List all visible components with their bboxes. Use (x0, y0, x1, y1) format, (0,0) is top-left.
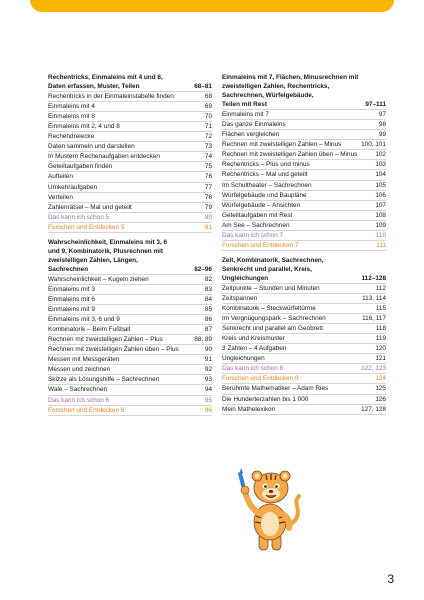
section-heading-text: Teilen mit Rest (222, 101, 267, 109)
toc-entry-title: Umkehraufgaben (48, 183, 98, 191)
toc-entry-page: 88, 89 (194, 336, 212, 344)
toc-entry (222, 120, 386, 129)
toc-entry (222, 364, 386, 373)
toc-entry (48, 295, 212, 304)
toc-entry-title: Forschen und Entdecken 8 (222, 375, 299, 383)
top-color-band (30, 0, 394, 12)
toc-entry (48, 305, 212, 314)
toc-entry (48, 203, 212, 212)
toc-entry-page: 71 (204, 123, 212, 131)
toc-entry-page: 97 (378, 111, 386, 119)
section-heading-line (222, 274, 386, 283)
toc-entry-title: Verteilen (48, 193, 73, 201)
toc-entry-title: Forschen und Entdecken 6 (48, 406, 125, 414)
section-heading-line (222, 82, 386, 91)
toc-entry-title: Im Schultheater – Sachrechnen (222, 181, 312, 189)
toc-entry-page: 104 (375, 171, 386, 179)
toc-entry-title: Rechentricks – Mal und geteilt (222, 171, 308, 179)
toc-entry (48, 325, 212, 334)
toc-entry (48, 132, 212, 141)
toc-entry-title: Messen mit Messgeräten (48, 356, 120, 364)
tiger-mascot (235, 454, 305, 554)
toc-entry-title: Rechnen mit zweistelligen Zahlen üben – Minus (222, 151, 358, 159)
toc-entry-page: 99 (378, 131, 386, 139)
section-heading-text: Sachrechnen, Würfelgebäude, (222, 92, 314, 100)
section-heading-text: Rechentricks, Einmaleins mit 4 und 8, (48, 74, 163, 81)
toc-entry (222, 160, 386, 169)
toc-entry (48, 152, 212, 161)
toc-entry-page: 116, 117 (362, 315, 386, 323)
toc-entry-page: 119 (375, 335, 386, 343)
section-heading-line (48, 73, 212, 82)
toc-entry-page: 109 (375, 221, 386, 229)
section-page-range: 112–128 (361, 274, 386, 282)
toc-entry-page: 84 (204, 296, 212, 304)
section-page-range: 82–96 (194, 265, 212, 273)
toc-entry-title: Das kann ich schon 8 (222, 365, 284, 373)
toc-entry-page: 72 (204, 133, 212, 141)
section-heading-line (48, 265, 212, 274)
toc-entry-title: Rechnen mit zweistelligen Zahlen üben – Plus (48, 346, 179, 354)
toc-entry-title: Wale – Sachrechnen (48, 386, 108, 394)
section-heading-text: Daten erfassen, Muster, Teilen (48, 83, 140, 91)
toc-entry-page: 125 (375, 385, 386, 393)
toc-entry-page: 93 (204, 376, 212, 384)
toc-entry-page: 98 (378, 121, 386, 129)
toc-entry-title: Kreis und Kreismuster (222, 335, 285, 343)
section-heading (48, 73, 212, 91)
toc-entry-title: Zeitpunkte – Stunden und Minuten (222, 284, 320, 292)
toc-entry-title: Einmaleins mit 9 (48, 306, 95, 314)
toc-entry (48, 172, 212, 181)
section-heading (222, 73, 386, 109)
toc-entry (48, 142, 212, 151)
toc-entry-title: Senkrecht und parallel am Geobrett (222, 325, 323, 333)
toc-entry (48, 183, 212, 192)
section-heading-line (48, 256, 212, 265)
toc-entry-page: 112 (375, 284, 386, 292)
toc-entry-title: Kombinatorik – Steckwürfeltürme (222, 305, 316, 313)
toc-entry-title: Kombinatorik – Beim Fußball (48, 326, 131, 334)
section-heading-line (222, 100, 386, 109)
divider (48, 415, 212, 416)
section-heading-text: und 9, Kombinatorik, Plusrechnen mit (48, 247, 164, 255)
section-heading-text: Einmaleins mit 7, Flächen, Minusrechnen mit (222, 74, 359, 81)
toc-entry (48, 213, 212, 222)
toc-entry-page: 70 (204, 113, 212, 121)
toc-section (48, 238, 212, 416)
toc-entry-page: 68 (204, 93, 212, 101)
toc-right-column (222, 73, 386, 415)
section-page-range: 97–111 (365, 101, 386, 109)
toc-entry-page: 111 (376, 241, 386, 249)
toc-entry-title: Aufteilen (48, 173, 73, 181)
toc-entry-page: 113, 114 (362, 295, 386, 303)
toc-entry-page: 121 (375, 355, 386, 363)
toc-entry-title: Würfelgebäude – Ansichten (222, 201, 301, 209)
section-heading-line (48, 247, 212, 256)
toc-entry-title: Zeitspannen (222, 295, 258, 303)
toc-entry-page: 94 (204, 386, 212, 394)
toc-entry-title: Einmaleins mit 6 (48, 296, 95, 304)
toc-entry (48, 275, 212, 284)
toc-entry-title: Forschen und Entdecken 5 (48, 223, 125, 231)
toc-entry (222, 191, 386, 200)
toc-entry (222, 324, 386, 333)
section-heading-text: zweistelligen Zahlen, Längen, (48, 256, 138, 264)
toc-entry (48, 92, 212, 101)
toc-entry (222, 314, 386, 323)
toc-entry-title: Zahlenrätsel – Mal und geteilt (48, 203, 132, 211)
toc-entry (48, 223, 212, 232)
toc-entry (222, 354, 386, 363)
toc-entry (222, 130, 386, 139)
toc-entry-page: 90 (204, 346, 212, 354)
toc-entry-page: 108 (375, 211, 386, 219)
toc-entry (48, 396, 212, 405)
toc-entry-page: 85 (204, 306, 212, 314)
toc-entry-title: Ungleichungen (222, 355, 265, 363)
toc-entry-page: 73 (204, 143, 212, 151)
toc-entry (222, 334, 386, 343)
toc-entry-title: Das kann ich schon 5 (48, 213, 110, 221)
toc-entry (222, 304, 386, 313)
toc-entry-title: Rechentricks – Plus und minus (222, 161, 310, 169)
toc-entry (222, 405, 386, 414)
toc-entry-page: 96 (204, 406, 212, 414)
toc-entry (48, 285, 212, 294)
toc-entry-title: Rechendreiecke (48, 133, 95, 141)
toc-entry (222, 395, 386, 404)
toc-entry-title: Einmaleins mit 3, 6 und 9 (48, 316, 120, 324)
toc-entry-page: 103 (375, 161, 386, 169)
toc-entry (222, 170, 386, 179)
toc-entry (222, 221, 386, 230)
section-heading-text: zweistelligen Zahlen, Rechentricks, (222, 83, 330, 91)
toc-entry (222, 181, 386, 190)
toc-entry-page: 75 (204, 163, 212, 171)
toc-entry-title: Berühmte Mathematiker – Adam Ries (222, 385, 329, 393)
toc-entry-title: Einmaleins mit 3 (48, 285, 95, 293)
toc-entry-page: 120 (375, 345, 386, 353)
toc-entry (222, 374, 386, 383)
section-heading-line (222, 91, 386, 100)
toc-entry-page: 110 (375, 231, 386, 239)
toc-entry-page: 105 (375, 181, 386, 189)
section-heading-line (48, 82, 212, 91)
toc-entry-page: 102 (375, 151, 386, 159)
toc-entry-page: 79 (204, 203, 212, 211)
toc-entry (222, 110, 386, 119)
toc-entry (48, 345, 212, 354)
toc-entry-title: In Mustern Rechenaufgaben entdecken (48, 153, 160, 161)
section-heading-text: Zeit, Kombinatorik, Sachrechnen, (222, 256, 324, 264)
toc-entry-title: Flächen vergleichen (222, 131, 280, 139)
toc-entry-page: 80 (204, 213, 212, 221)
toc-entry-page: 69 (204, 103, 212, 111)
section-heading-text: Wahrscheinlichkeit, Einmaleins mit 3, 6 (48, 238, 168, 246)
toc-entry (222, 344, 386, 353)
toc-entry-title: Einmaleins mit 4 (48, 103, 95, 111)
toc-entry (48, 355, 212, 364)
toc-entry (48, 385, 212, 394)
toc-entry-title: Das kann ich schon 7 (222, 231, 284, 239)
toc-entry-page: 86 (204, 316, 212, 324)
toc-entry-page: 107 (375, 201, 386, 209)
toc-entry-page: 115 (375, 305, 386, 313)
toc-entry-page: 78 (204, 193, 212, 201)
toc-section (222, 256, 386, 415)
toc-entry-title: Rechnen mit zweistelligen Zahlen – Plus (48, 336, 163, 344)
toc-entry-page: 83 (204, 285, 212, 293)
section-heading-line (222, 265, 386, 274)
toc-entry-page: 118 (375, 325, 386, 333)
toc-entry (48, 335, 212, 344)
toc-entry-title: Geteiltaufgaben mit Rest (222, 211, 293, 219)
toc-entry-title: Würfelgebäude und Baupläne (222, 191, 307, 199)
section-page-range: 68–81 (194, 83, 212, 91)
toc-entry-page: 127, 128 (361, 405, 386, 413)
toc-entry (48, 365, 212, 374)
section-heading (48, 238, 212, 274)
toc-entry (222, 384, 386, 393)
section-heading-line (222, 256, 386, 265)
divider (48, 232, 212, 233)
toc-entry-title: Das ganze Einmaleins (222, 121, 286, 129)
toc-entry (222, 231, 386, 240)
toc-entry-page: 77 (204, 183, 212, 191)
page-number: 3 (387, 572, 394, 586)
section-heading-line (222, 73, 386, 82)
toc-entry-title: Einmaleins mit 2, 4 und 8 (48, 123, 120, 131)
toc-entry-page: 106 (375, 191, 386, 199)
toc-entry (48, 315, 212, 324)
toc-entry (222, 294, 386, 303)
toc-entry-page: 124 (375, 375, 386, 383)
toc-entry-page: 126 (375, 395, 386, 403)
toc-entry (222, 201, 386, 210)
toc-entry (222, 284, 386, 293)
section-heading-text: Ungleichungen (222, 274, 269, 282)
toc-section (48, 73, 212, 233)
toc-entry (48, 102, 212, 111)
toc-entry-page: 81 (204, 223, 212, 231)
toc-entry-title: Die Hunderterzahlen bis 1 000 (222, 395, 309, 403)
toc-entry (222, 150, 386, 159)
toc-entry-page: 76 (204, 173, 212, 181)
toc-entry (222, 241, 386, 250)
toc-entry-title: Am See – Sachrechnen (222, 221, 290, 229)
toc-entry (48, 162, 212, 171)
toc-entry-page: 82 (204, 275, 212, 283)
toc-entry-title: Daten sammeln und darstellen (48, 143, 135, 151)
toc-entry-page: 87 (204, 326, 212, 334)
toc-entry-page: 92 (204, 366, 212, 374)
toc-left-column (48, 73, 212, 416)
toc-entry-title: Geteiltaufgaben finden (48, 163, 113, 171)
toc-entry-title: Mein Mathelexikon (222, 405, 276, 413)
toc-entry-title: Einmaleins mit 7 (222, 111, 269, 119)
toc-entry-title: Rechnen mit zweistelligen Zahlen – Minus (222, 141, 342, 149)
toc-entry-title: 3 Zahlen – 4 Aufgaben (222, 345, 287, 353)
toc-entry (48, 122, 212, 131)
toc-entry-page: 91 (204, 356, 212, 364)
section-heading-line (48, 238, 212, 247)
section-heading-text: Senkrecht und parallel, Kreis, (222, 265, 312, 273)
toc-entry-page: 122, 123 (361, 365, 386, 373)
toc-entry-title: Das kann ich schon 6 (48, 396, 110, 404)
toc-entry-page: 100, 101 (361, 141, 386, 149)
toc-entry-title: Im Vergnügungspark – Sachrechnen (222, 315, 326, 323)
toc-entry-title: Messen und zeichnen (48, 366, 111, 374)
section-heading-text: Sachrechnen (48, 265, 89, 273)
toc-section (222, 73, 386, 251)
toc-entry-title: Wahrscheinlichkeit – Kugeln ziehen (48, 275, 149, 283)
toc-entry-title: Skizze als Lösungshilfe – Sachrechnen (48, 376, 160, 384)
toc-entry (48, 375, 212, 384)
section-heading (222, 256, 386, 283)
toc-entry (222, 140, 386, 149)
toc-entry-page: 74 (204, 153, 212, 161)
toc-entry (48, 193, 212, 202)
toc-entry-title: Forschen und Entdecken 7 (222, 241, 299, 249)
toc-entry-title: Einmaleins mit 8 (48, 113, 95, 121)
divider (222, 250, 386, 251)
toc-entry (48, 406, 212, 415)
toc-entry-title: Rechentricks in der Einmaleinstabelle finden (48, 93, 174, 101)
toc-entry (222, 211, 386, 220)
toc-entry-page: 95 (204, 396, 212, 404)
divider (222, 414, 386, 415)
toc-entry (48, 112, 212, 121)
